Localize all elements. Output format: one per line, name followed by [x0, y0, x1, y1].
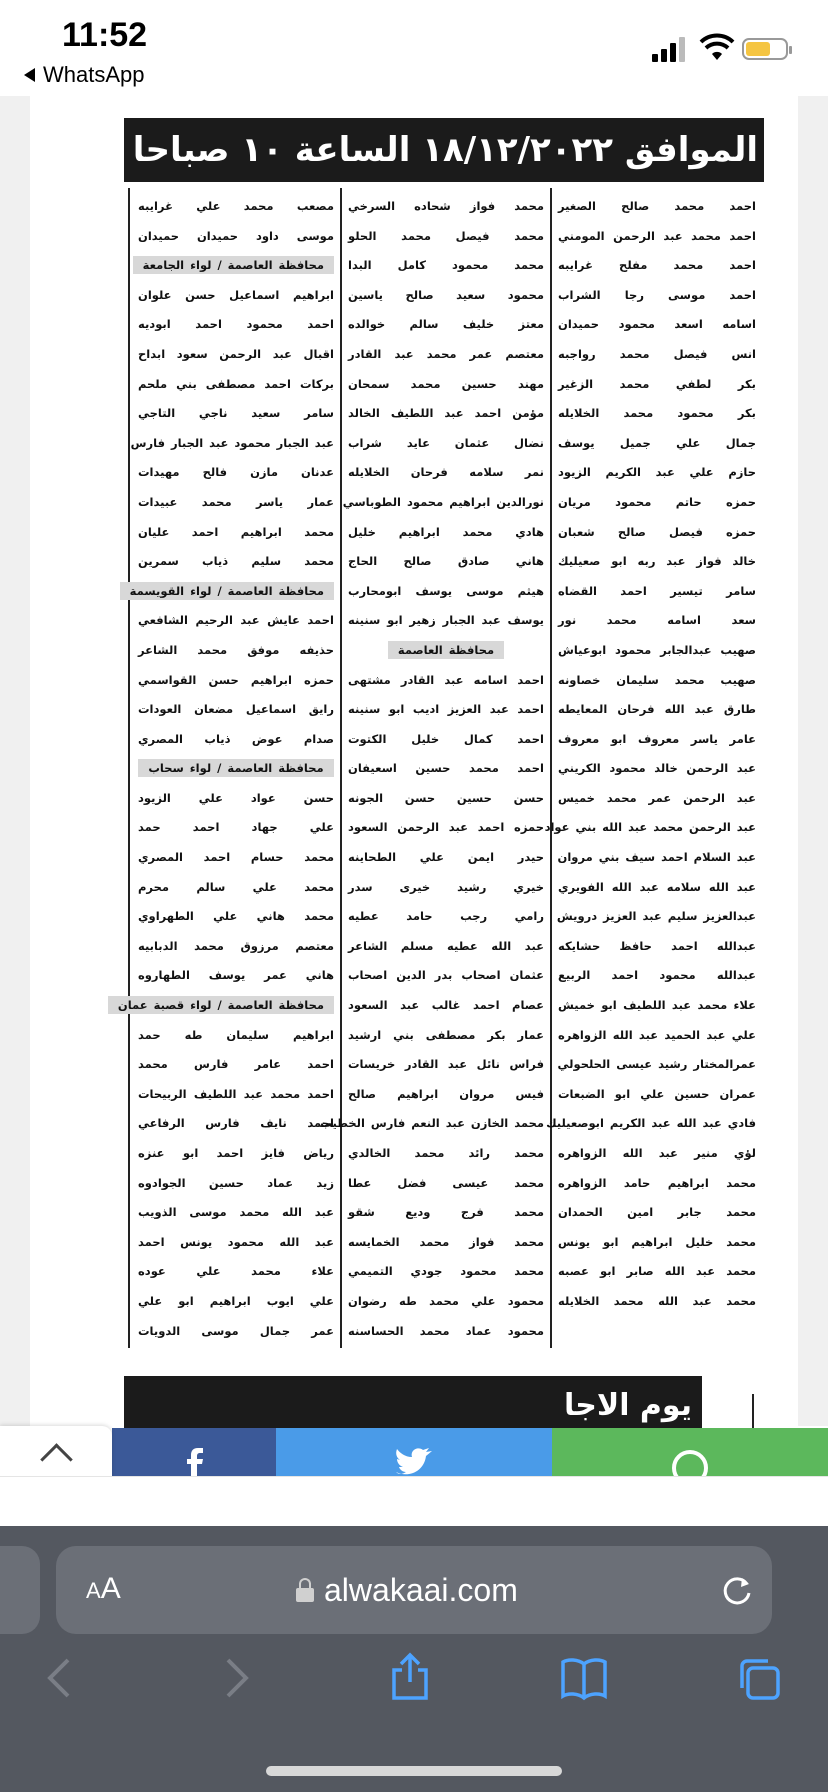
- back-app-label: WhatsApp: [43, 62, 145, 87]
- name-row: طارق عبد الله فرحان المعايطه: [558, 702, 756, 717]
- name-row: عامر ياسر معروف ابو معروف: [558, 731, 756, 746]
- name-row: صهيب عبدالجابر محمود ابوعياش: [558, 642, 756, 657]
- back-to-app-link[interactable]: [24, 62, 145, 88]
- name-row: محمد جابر امين الحمدان: [558, 1205, 756, 1220]
- name-row: احمد كمال خليل الكتوت: [348, 731, 544, 746]
- name-row: خيري رشيد خيرى سدر: [348, 879, 544, 894]
- name-row: عمار ياسر محمد عبيدات: [138, 494, 334, 509]
- name-row: نورالدين ابراهيم محمود الطوباسي: [342, 494, 544, 509]
- name-row: محمد رائد محمد الخالدي: [348, 1146, 544, 1160]
- name-row: عدنان مازن فالح مهيدات: [138, 465, 334, 480]
- name-row: محمود علي محمد طه رضوان: [348, 1293, 544, 1308]
- name-row: هاني عمر يوسف الطهاروه: [138, 968, 334, 983]
- forward-arrow-icon[interactable]: [222, 1656, 252, 1700]
- back-triangle-icon: [24, 68, 35, 82]
- status-bar: [0, 0, 828, 96]
- name-row: احمد موسى رجا الشراب: [558, 287, 756, 302]
- name-row: مصعب محمد علي غرايبه: [138, 199, 334, 213]
- name-row: عثمان اصحاب بدر الدين اصحاب: [348, 968, 544, 983]
- name-row: معتصم مرزوق محمد الدبابيه: [138, 938, 334, 953]
- name-row: حمزه فيصل صالح شعبان: [558, 524, 756, 539]
- text-size-large-label: A: [100, 1572, 121, 1605]
- name-row: سعد اسامه محمد نور: [558, 613, 756, 628]
- share-bar: [0, 1426, 828, 1476]
- name-row: حسن عواد علي الزيود: [138, 790, 334, 805]
- address-bar[interactable]: [56, 1546, 772, 1634]
- previous-tab-peek[interactable]: [0, 1546, 40, 1634]
- name-row: حيدر ايمن علي الطحاينه: [348, 850, 544, 865]
- name-row: فراس نائل عبد القادر خريسات: [348, 1057, 544, 1072]
- name-row: جمال علي جميل يوسف: [558, 435, 756, 450]
- name-row: حازم علي عبد الكريم الزيود: [558, 465, 756, 480]
- text-size-button[interactable]: [86, 1572, 121, 1606]
- name-row: محمد فواز محمد الخمايسه: [348, 1234, 544, 1249]
- name-row: عبد الله عطيه مسلم الشاعر: [348, 938, 544, 953]
- text-size-small-label: A: [86, 1578, 101, 1603]
- newspaper-clipping-image: [117, 118, 764, 1452]
- name-row: احمد عايش عبد الرحيم الشافعي: [138, 613, 334, 628]
- name-row: محمد هاني علي الطهراوي: [138, 909, 334, 924]
- facebook-icon: [182, 1448, 206, 1478]
- name-row: عبد الله محمود يونس احمد: [138, 1234, 334, 1249]
- name-row: علي ايوب ابراهيم ابو علي: [138, 1293, 334, 1308]
- name-row: علي عبد الحميد عبد الله الزواهره: [558, 1027, 756, 1042]
- battery-icon: [742, 38, 788, 60]
- home-indicator: [266, 1766, 562, 1776]
- name-row: علاء محمد عبد اللطيف ابو خميش: [558, 998, 756, 1013]
- lock-icon: [296, 1588, 314, 1602]
- name-row: احمد محمد عبد اللطيف الربيحات: [138, 1086, 334, 1101]
- district-section-label: محافظة العاصمة / لواء سحاب: [138, 759, 333, 777]
- name-row: محمد عبد الله محمد الخلايله: [558, 1293, 756, 1308]
- name-row: بكر لطفي محمد الزغير: [558, 376, 756, 391]
- name-row: عبد الله محمد موسى الذويب: [138, 1205, 334, 1220]
- name-row: عبد الرحمن خالد محمود الكريني: [558, 761, 756, 776]
- name-row: اسامه اسعد محمود حميدان: [558, 317, 756, 332]
- name-row: عبد الله سلامه عبد الله الفويري: [558, 879, 756, 894]
- names-column-right: [544, 188, 762, 1348]
- name-row: احمد محمد مفلح غرايبه: [558, 258, 756, 273]
- name-row: حسن حسين حسن الجونه: [348, 790, 544, 805]
- name-row: عمار بكر مصطفى بني ارشيد: [348, 1027, 544, 1042]
- name-row: بكر محمود محمد الخلايله: [558, 406, 756, 421]
- cellular-signal-icon: [652, 36, 688, 62]
- name-row: عبدالعزيز سليم عبد العزيز درويش: [556, 909, 756, 924]
- name-row: محمود عماد محمد الحساسنه: [348, 1323, 544, 1338]
- name-row: احمد اسامه عبد القادر مشتهى: [348, 672, 544, 687]
- name-row: محمد محمود جودي التميمي: [348, 1264, 544, 1279]
- url-display[interactable]: [296, 1572, 518, 1609]
- name-row: سامر تيسير احمد القضاه: [558, 583, 756, 598]
- share-icon[interactable]: [390, 1652, 430, 1702]
- name-row: موسى داود حميدان حميدان: [138, 228, 334, 243]
- name-row: حمزه حاتم محمود مريان: [558, 494, 756, 509]
- name-row: خالد فواز عبد ربه ابو صعيليك: [558, 554, 756, 569]
- name-row: يوسف عبد الجبار زهير ابو سنينه: [348, 613, 544, 628]
- name-row: فادي عبد الله عبد الكريم ابوصعيليك: [546, 1116, 756, 1131]
- name-row: فيس مروان ابراهيم صالح: [348, 1086, 544, 1101]
- names-column-middle: [320, 188, 552, 1348]
- name-row: هاني صادق صالح الحاج: [348, 554, 544, 569]
- name-row: محمد حسام احمد المصري: [138, 850, 334, 865]
- name-row: محمد خليل ابراهيم ابو يونس: [558, 1234, 756, 1249]
- name-row: لؤي منير عبد الله الزواهره: [558, 1146, 756, 1160]
- tabs-icon[interactable]: [736, 1656, 784, 1702]
- district-section-label: محافظة العاصمة / لواء قصبة عمان: [108, 996, 334, 1014]
- twitter-icon: [394, 1448, 434, 1478]
- name-row: حمزه احمد عبد الرحمن السعود: [348, 820, 544, 835]
- name-row: عمر جمال موسى الدويات: [138, 1323, 334, 1338]
- name-row: مؤمن احمد عبد اللطيف الخالد: [348, 406, 544, 421]
- name-row: رياض فايز احمد ابو عنزه: [138, 1146, 334, 1160]
- name-row: زيد عماد حسين الجوادوه: [138, 1175, 334, 1190]
- clipping-header-banner: الموافق ١٨/١٢/٢٠٢٢ الساعة ١٠ صباحا: [124, 118, 764, 182]
- name-row: احمد عامر فارس محمد: [138, 1057, 334, 1072]
- name-row: ابراهيم سليمان طه حمد: [138, 1027, 334, 1042]
- district-section-header: [138, 251, 334, 281]
- whatsapp-icon: [670, 1448, 710, 1478]
- name-row: احمد نايف فارس الرفاعي: [138, 1116, 334, 1131]
- name-row: اقبال عبد الرحمن سعود ابداح: [138, 346, 334, 361]
- name-row: معتز خليف سالم خوالده: [348, 317, 544, 332]
- name-row: عبد السلام احمد سيف بني مروان: [557, 850, 756, 865]
- name-row: حمزه ابراهيم حسن القواسمي: [138, 672, 334, 687]
- name-row: بركات احمد مصطفى بني ملحم: [138, 376, 334, 391]
- name-row: احمد محمود احمد ابوديه: [138, 317, 334, 332]
- name-row: نمر سلامه فرحان الخلايله: [348, 465, 544, 480]
- toolbar-separator: [0, 1476, 828, 1527]
- names-column-left: [117, 188, 342, 1348]
- name-row: عبدالله محمود احمد الربيع: [558, 968, 756, 983]
- name-row: صهيب محمد سليمان خصاونه: [558, 672, 756, 687]
- whatsapp-share-button[interactable]: [552, 1428, 828, 1476]
- name-row: ابراهيم اسماعيل حسن علوان: [138, 287, 334, 302]
- twitter-share-button[interactable]: [276, 1428, 552, 1476]
- name-row: احمد محمد عبد الرحمن المومني: [558, 228, 756, 243]
- browser-toolbar: [0, 1526, 828, 1792]
- name-row: محمد عيسى فضل عطا: [348, 1175, 544, 1190]
- name-row: عبد الجبار محمود عبد الجبار فارس: [130, 435, 334, 450]
- url-text: alwakaai.com: [324, 1572, 518, 1608]
- bookmarks-icon[interactable]: [560, 1656, 608, 1700]
- name-row: نضال عثمان عايد شراب: [348, 435, 544, 450]
- district-section-header: [138, 754, 334, 784]
- name-row: علاء محمد علي عوده: [138, 1264, 334, 1279]
- next-section-banner: يوم الاجا: [124, 1376, 702, 1436]
- district-section-header: [117, 991, 334, 1021]
- name-row: هادي محمد ابراهيم خليل: [348, 524, 544, 539]
- name-row: حذيفه موفق محمد الشاعر: [138, 642, 334, 657]
- reload-icon[interactable]: [720, 1574, 754, 1608]
- facebook-share-button[interactable]: [112, 1428, 276, 1476]
- name-row: رايق اسماعيل مضعان العودات: [138, 702, 334, 717]
- name-row: محمود سعيد صالح ياسين: [348, 287, 544, 302]
- name-row: محمد محمود كامل البدا: [348, 258, 544, 273]
- name-row: احمد محمد صالح الصغير: [558, 199, 756, 213]
- name-row: محمد فرج وديع شقو: [348, 1205, 544, 1220]
- name-row: معتصم عمر محمد عبد القادر: [348, 346, 544, 361]
- article-sheet: [30, 96, 798, 1426]
- name-row: عبد الرحمن عمر محمد خميس: [558, 790, 756, 805]
- name-row: هيثم موسى يوسف ابومحارب: [348, 583, 544, 598]
- chevron-up-icon: [40, 1443, 73, 1476]
- name-row: عصام احمد غالب عبد السعود: [348, 998, 544, 1013]
- status-time: 11:52: [62, 16, 148, 54]
- name-row: سامر سعيد ناجي التاجي: [138, 406, 334, 421]
- district-section-label: محافظة العاصمة / لواء القويسمة: [120, 582, 334, 600]
- name-row: محمد فيصل محمد الحلو: [348, 228, 544, 243]
- name-row: محمد علي سالم محرم: [138, 879, 334, 894]
- district-section-header: [129, 577, 334, 607]
- back-arrow-icon[interactable]: [44, 1656, 74, 1700]
- name-row: محمد ابراهيم احمد عليان: [138, 524, 334, 539]
- name-row: محمد سليم ذياب سمرين: [138, 554, 334, 569]
- name-row: علي جهاد احمد حمد: [138, 820, 334, 835]
- name-row: محمد عبد الله صابر ابو عصبه: [558, 1264, 756, 1279]
- name-row: احمد محمد حسين اسعيفان: [348, 761, 544, 776]
- district-section-header: [348, 636, 544, 666]
- name-row: عبد الرحمن محمد عبد الله بني عواد: [544, 820, 756, 835]
- name-row: صدام عوض ذياب المصري: [138, 731, 334, 746]
- name-row: محمد فواز شحاده السرخي: [348, 199, 544, 213]
- web-page[interactable]: [0, 96, 828, 1426]
- name-row: احمد عبد العزيز اديب ابو سنينه: [348, 702, 544, 717]
- name-row: رامي رجب حامد عطيه: [348, 909, 544, 924]
- names-columns: [117, 188, 762, 1348]
- name-row: عمران حسين علي ابو الضبعات: [558, 1086, 756, 1101]
- district-section-label: محافظة العاصمة / لواء الجامعة: [133, 256, 334, 274]
- name-row: مهند حسين محمد سمحان: [348, 376, 544, 391]
- name-row: محمد ابراهيم حامد الزواهره: [558, 1175, 756, 1190]
- name-row: عبدالله احمد حافظ حشايكه: [558, 938, 756, 953]
- name-row: انس فيصل محمد رواجبه: [558, 346, 756, 361]
- wifi-icon: [700, 34, 734, 62]
- district-section-label: محافظة العاصمة: [388, 641, 504, 659]
- share-bar-toggle-button[interactable]: [0, 1426, 112, 1482]
- name-row: محمد الخازن عبد النعم فارس الخطيب: [320, 1116, 544, 1131]
- name-row: عمرالمختار رشيد عيسى الحلحولي: [557, 1057, 756, 1072]
